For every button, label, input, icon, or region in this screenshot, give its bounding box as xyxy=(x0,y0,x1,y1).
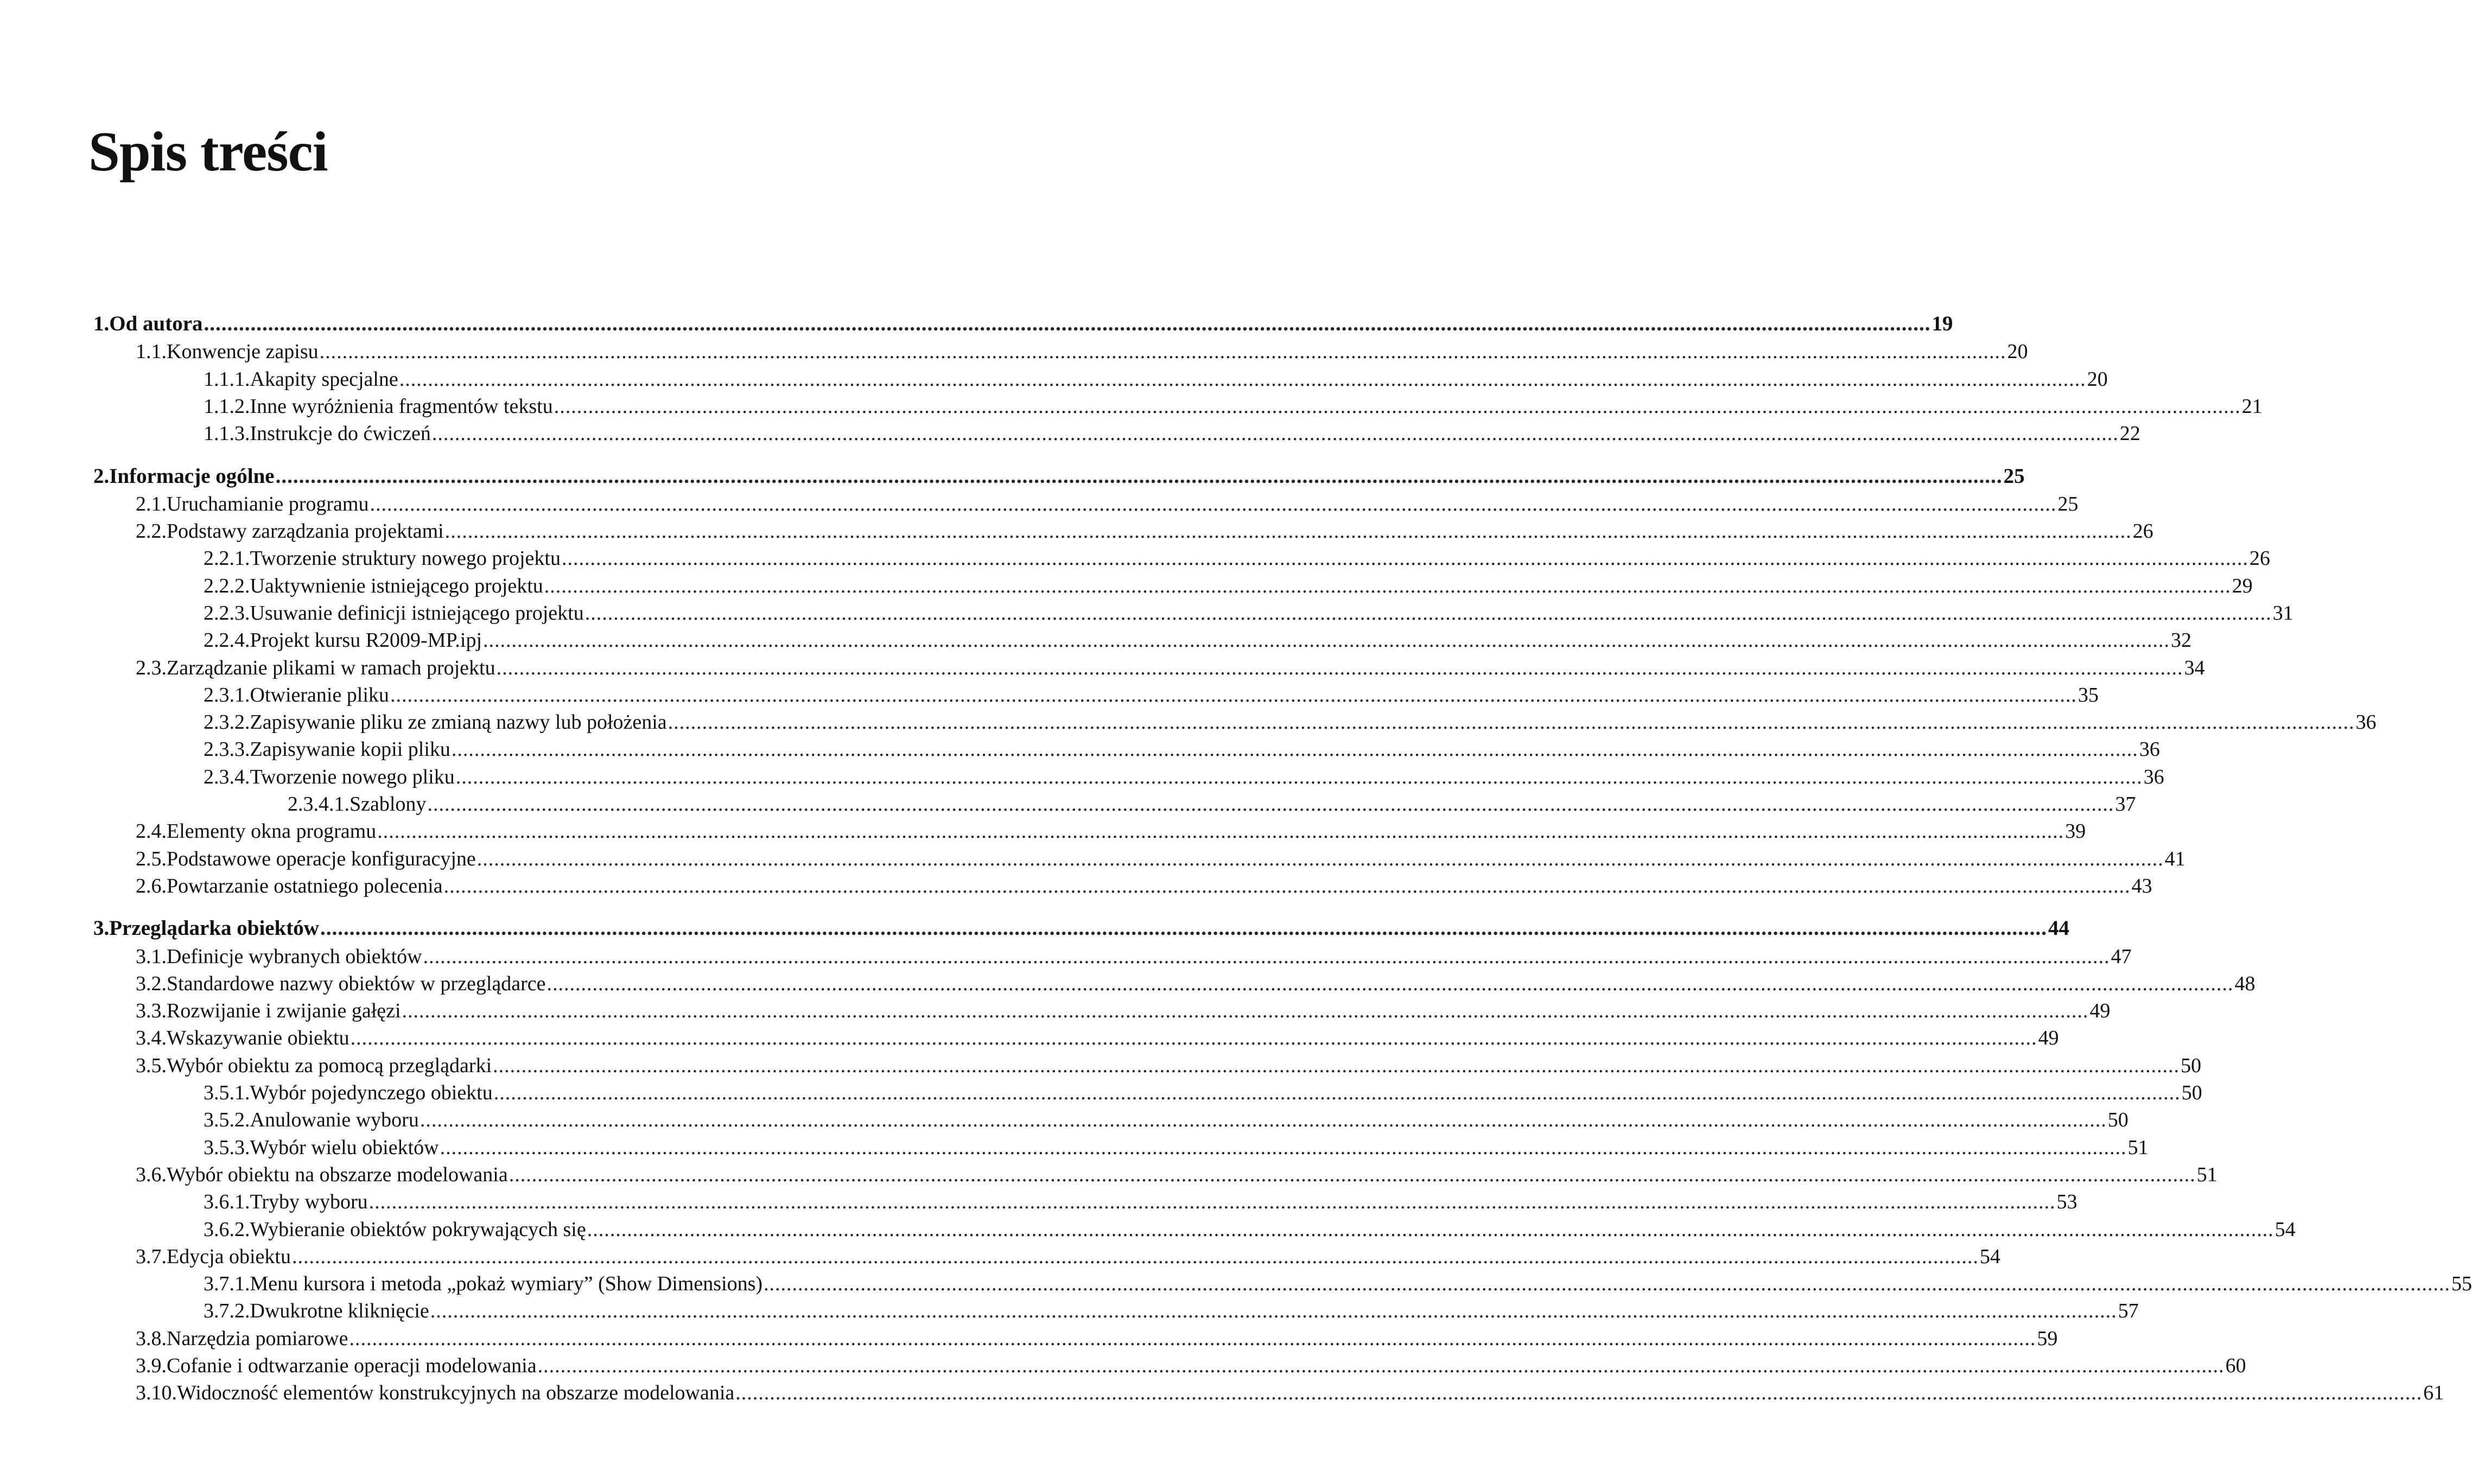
toc-entry-title: Od autora xyxy=(109,312,203,335)
toc-entry-number: 3.5.2. xyxy=(204,1109,250,1131)
toc-entry xyxy=(204,574,2253,601)
toc-entry xyxy=(136,1381,2444,1408)
toc-entry-number: 2.5. xyxy=(136,848,167,870)
toc-entry-number: 3.8. xyxy=(136,1327,167,1350)
dot-leader: ........................................................................................................................................................................................................................................................................................................ xyxy=(423,945,2110,968)
dot-leader: ........................................................................................................................................................................................................................................................................................................ xyxy=(204,312,1931,335)
toc-entry-title: Akapity specjalne xyxy=(250,368,398,391)
toc-entry-page-number: 43 xyxy=(2131,875,2152,897)
toc-entry-page-number: 54 xyxy=(1979,1245,2000,1268)
toc-entry xyxy=(136,1245,2000,1272)
toc-entry-page-number: 51 xyxy=(2127,1136,2149,1159)
toc-entry-title: Zapisywanie kopii pliku xyxy=(250,738,450,761)
toc-entry xyxy=(204,710,2376,737)
toc-entry-title: Zarządzanie plikami w ramach projektu xyxy=(167,657,495,679)
toc-entry-page-number: 51 xyxy=(2196,1163,2217,1186)
toc-entry-page-number: 59 xyxy=(2037,1327,2058,1350)
toc-entry-number: 2.2.1. xyxy=(204,547,250,570)
toc-entry-title: Tworzenie struktury nowego projektu xyxy=(250,547,561,570)
toc-chapter xyxy=(93,916,2069,943)
toc-entry-title: Uruchamianie programu xyxy=(167,493,369,515)
toc-entry-page-number: 29 xyxy=(2232,575,2253,597)
toc-chapter xyxy=(93,464,2025,491)
toc-entry-title: Wybór pojedynczego obiektu xyxy=(250,1081,493,1104)
toc-entry-page-number: 50 xyxy=(2181,1054,2202,1077)
dot-leader: ........................................................................................................................................................................................................................................................................................................ xyxy=(377,820,2064,843)
toc-entry-number: 3.7.1. xyxy=(204,1272,250,1295)
toc-entry-number: 2.2. xyxy=(136,520,167,543)
toc-entry-title: Wybieranie obiektów pokrywających się xyxy=(250,1218,586,1241)
toc-entry-page-number: 54 xyxy=(2274,1218,2296,1241)
dot-leader: ........................................................................................................................................................................................................................................................................................................ xyxy=(561,547,2248,570)
toc-entry-title: Widoczność elementów konstrukcyjnych na obszarze modelowania xyxy=(177,1381,735,1404)
toc-entry xyxy=(204,546,2270,574)
toc-entry-page-number: 41 xyxy=(2164,848,2185,870)
toc-entry-title: Uaktywnienie istniejącego projektu xyxy=(250,575,543,597)
dot-leader: ........................................................................................................................................................................................................................................................................................................ xyxy=(420,1109,2107,1131)
toc-entry xyxy=(204,601,2293,628)
toc-entry-title: Podstawy zarządzania projektami xyxy=(167,520,444,543)
toc-entry-page-number: 25 xyxy=(2057,493,2079,515)
dot-leader: ........................................................................................................................................................................................................................................................................................................ xyxy=(319,340,2006,363)
toc-entry xyxy=(204,1218,2296,1245)
toc-entry-title: Zapisywanie pliku ze zmianą nazwy lub położenia xyxy=(250,711,667,734)
toc-entry-title: Konwencje zapisu xyxy=(167,340,319,363)
toc-entry-title: Menu kursora i metoda „pokaż wymiary” (Show Dimensions) xyxy=(250,1272,763,1295)
toc-entry-number: 3.6.1. xyxy=(204,1190,250,1213)
dot-leader: ........................................................................................................................................................................................................................................................................................................ xyxy=(455,766,2143,788)
toc-entry-number: 3. xyxy=(93,916,110,940)
toc-entry-title: Informacje ogólne xyxy=(109,464,275,488)
toc-entry-number: 1.1. xyxy=(136,340,167,363)
toc-entry xyxy=(136,1054,2202,1081)
toc-entry xyxy=(136,819,2086,846)
toc-entry-page-number: 34 xyxy=(2184,657,2205,679)
toc-entry xyxy=(136,519,2153,546)
toc-entry-number: 2.2.4. xyxy=(204,629,250,652)
toc-entry-number: 2.3.2. xyxy=(204,711,250,734)
dot-leader: ........................................................................................................................................................................................................................................................................................................ xyxy=(443,875,2131,897)
dot-leader: ........................................................................................................................................................................................................................................................................................................ xyxy=(544,575,2231,597)
dot-leader: ........................................................................................................................................................................................................................................................................................................ xyxy=(370,493,2057,515)
toc-entry-title: Narzędzia pomiarowe xyxy=(167,1327,348,1350)
toc-entry-title: Projekt kursu R2009-MP.ipj xyxy=(250,629,482,652)
dot-leader: ........................................................................................................................................................................................................................................................................................................ xyxy=(444,520,2132,543)
toc-entry-number: 1.1.3. xyxy=(204,422,250,445)
toc-entry-page-number: 50 xyxy=(2107,1109,2128,1131)
dot-leader: ........................................................................................................................................................................................................................................................................................................ xyxy=(546,972,2234,995)
toc-entry xyxy=(136,999,2111,1026)
dot-leader: ........................................................................................................................................................................................................................................................................................................ xyxy=(493,1054,2180,1077)
toc-entry-title: Rozwijanie i zwijanie gałęzi xyxy=(167,999,401,1022)
toc-entry-page-number: 32 xyxy=(2171,629,2192,652)
toc-entry-page-number: 35 xyxy=(2077,684,2099,706)
toc-entry xyxy=(136,1354,2246,1381)
dot-leader: ........................................................................................................................................................................................................................................................................................................ xyxy=(537,1354,2225,1377)
dot-leader: ........................................................................................................................................................................................................................................................................................................ xyxy=(587,1218,2274,1241)
dot-leader: ........................................................................................................................................................................................................................................................................................................ xyxy=(399,368,2086,391)
toc-entry-number: 3.9. xyxy=(136,1354,167,1377)
toc-entry-title: Definicje wybranych obiektów xyxy=(167,945,422,968)
toc-entry xyxy=(204,1136,2149,1163)
toc-entry-number: 3.2. xyxy=(136,972,167,995)
toc-entry-page-number: 37 xyxy=(2115,793,2136,816)
dot-leader: ........................................................................................................................................................................................................................................................................................................ xyxy=(390,684,2077,706)
toc-entry-number: 2.2.2. xyxy=(204,575,250,597)
dot-leader: ........................................................................................................................................................................................................................................................................................................ xyxy=(584,602,2272,625)
toc-entry-number: 1. xyxy=(93,312,110,335)
toc-entry-number: 3.5.1. xyxy=(204,1081,250,1104)
toc-entry-number: 1.1.2. xyxy=(204,395,250,418)
toc-entry-number: 3.7.2. xyxy=(204,1300,250,1322)
toc-entry xyxy=(204,1081,2202,1108)
toc-entry-number: 2. xyxy=(93,464,110,488)
toc-entry-page-number: 55 xyxy=(2451,1272,2472,1295)
toc-entry xyxy=(204,394,2263,422)
toc-chapter xyxy=(93,311,1953,339)
toc-entry xyxy=(204,1190,2077,1217)
toc-entry xyxy=(204,367,2108,394)
toc-entry-page-number: 44 xyxy=(2048,916,2069,940)
toc-entry-title: Wybór obiektu na obszarze modelowania xyxy=(167,1163,508,1186)
toc-entry-number: 3.7. xyxy=(136,1245,167,1268)
toc-entry-page-number: 36 xyxy=(2355,711,2376,734)
toc-entry-title: Wskazywanie obiektu xyxy=(167,1027,349,1049)
toc-entry-title: Szablony xyxy=(349,793,427,816)
toc-entry-number: 3.5.3. xyxy=(204,1136,250,1159)
toc-entry xyxy=(288,792,2136,819)
toc-entry xyxy=(204,1299,2139,1326)
dot-leader: ........................................................................................................................................................................................................................................................................................................ xyxy=(350,1027,2037,1049)
toc-entry-page-number: 31 xyxy=(2272,602,2293,625)
toc-entry-page-number: 57 xyxy=(2118,1300,2139,1322)
dot-leader: ........................................................................................................................................................................................................................................................................................................ xyxy=(275,464,2003,488)
toc-entry-number: 2.1. xyxy=(136,493,167,515)
toc-entry xyxy=(136,1163,2217,1190)
toc-entry-title: Edycja obiektu xyxy=(167,1245,291,1268)
toc-entry xyxy=(136,847,2185,874)
dot-leader: ........................................................................................................................................................................................................................................................................................................ xyxy=(320,916,2047,940)
toc-entry-number: 3.6. xyxy=(136,1163,167,1186)
dot-leader: ........................................................................................................................................................................................................................................................................................................ xyxy=(493,1081,2181,1104)
toc-entry-number: 3.6.2. xyxy=(204,1218,250,1241)
dot-leader: ........................................................................................................................................................................................................................................................................................................ xyxy=(554,395,2241,418)
toc-entry-page-number: 61 xyxy=(2423,1381,2444,1404)
toc-entry-number: 2.6. xyxy=(136,875,167,897)
toc-entry-number: 2.3.3. xyxy=(204,738,250,761)
toc-entry xyxy=(204,1108,2128,1135)
toc-entry-page-number: 60 xyxy=(2225,1354,2246,1377)
toc-entry xyxy=(204,422,2140,449)
toc-entry xyxy=(204,737,2160,765)
toc-entry-title: Inne wyróżnienia fragmentów tekstu xyxy=(250,395,553,418)
toc-entry-title: Instrukcje do ćwiczeń xyxy=(250,422,431,445)
dot-leader: ........................................................................................................................................................................................................................................................................................................ xyxy=(668,711,2355,734)
toc-entry-number: 2.2.3. xyxy=(204,602,250,625)
dot-leader: ........................................................................................................................................................................................................................................................................................................ xyxy=(735,1381,2423,1404)
toc-entry-page-number: 26 xyxy=(2132,520,2153,543)
dot-leader: ........................................................................................................................................................................................................................................................................................................ xyxy=(431,422,2119,445)
toc-entry-page-number: 20 xyxy=(2007,340,2028,363)
dot-leader: ........................................................................................................................................................................................................................................................................................................ xyxy=(349,1327,2036,1350)
toc-entry-title: Tryby wyboru xyxy=(250,1190,368,1213)
toc-entry-page-number: 26 xyxy=(2249,547,2270,570)
toc-entry xyxy=(136,874,2152,901)
toc-entry-title: Anulowanie wyboru xyxy=(250,1109,419,1131)
toc-entry-number: 3.5. xyxy=(136,1054,167,1077)
dot-leader: ........................................................................................................................................................................................................................................................................................................ xyxy=(427,793,2114,816)
toc-entry xyxy=(136,945,2132,972)
toc-entry-page-number: 48 xyxy=(2234,972,2255,995)
dot-leader: ........................................................................................................................................................................................................................................................................................................ xyxy=(402,999,2089,1022)
toc-entry-page-number: 39 xyxy=(2065,820,2086,843)
dot-leader: ........................................................................................................................................................................................................................................................................................................ xyxy=(764,1272,2451,1295)
toc-entry-number: 3.10. xyxy=(136,1381,177,1404)
dot-leader: ........................................................................................................................................................................................................................................................................................................ xyxy=(496,657,2183,679)
toc-entry-title: Powtarzanie ostatniego polecenia xyxy=(167,875,443,897)
toc-entry-title: Podstawowe operacje konfiguracyjne xyxy=(167,848,476,870)
toc-entry-number: 2.3.4. xyxy=(204,766,250,788)
toc-entry-page-number: 19 xyxy=(1931,312,1953,335)
dot-leader: ........................................................................................................................................................................................................................................................................................................ xyxy=(483,629,2170,652)
dot-leader: ........................................................................................................................................................................................................................................................................................................ xyxy=(440,1136,2127,1159)
toc-entry-page-number: 20 xyxy=(2087,368,2108,391)
toc-entry-title: Usuwanie definicji istniejącego projektu xyxy=(250,602,584,625)
toc-entry xyxy=(204,683,2099,710)
toc-entry-number: 3.4. xyxy=(136,1027,167,1049)
toc-entry xyxy=(136,340,2028,367)
toc-entry-page-number: 49 xyxy=(2038,1027,2059,1049)
toc-entry-title: Wybór obiektu za pomocą przeglądarki xyxy=(167,1054,492,1077)
toc-entry-title: Przeglądarka obiektów xyxy=(109,916,319,940)
page-title: Spis treści xyxy=(88,120,328,183)
toc-entry-number: 3.3. xyxy=(136,999,167,1022)
dot-leader: ........................................................................................................................................................................................................................................................................................................ xyxy=(476,848,2164,870)
toc-entry xyxy=(136,1327,2058,1354)
toc-entry-title: Elementy okna programu xyxy=(167,820,377,843)
toc-entry-number: 3.1. xyxy=(136,945,167,968)
toc-entry xyxy=(136,1026,2059,1053)
toc-entry-page-number: 50 xyxy=(2181,1081,2202,1104)
toc-entry-title: Dwukrotne kliknięcie xyxy=(250,1300,429,1322)
dot-leader: ........................................................................................................................................................................................................................................................................................................ xyxy=(509,1163,2196,1186)
toc-entry-title: Cofanie i odtwarzanie operacji modelowania xyxy=(167,1354,537,1377)
toc-entry-page-number: 53 xyxy=(2056,1190,2077,1213)
toc-entry xyxy=(136,656,2205,683)
toc-entry-number: 2.3.4.1. xyxy=(288,793,349,816)
toc-entry-title: Tworzenie nowego pliku xyxy=(250,766,455,788)
toc-entry-number: 2.4. xyxy=(136,820,167,843)
toc-entry-number: 1.1.1. xyxy=(204,368,250,391)
dot-leader: ........................................................................................................................................................................................................................................................................................................ xyxy=(430,1300,2117,1322)
dot-leader: ........................................................................................................................................................................................................................................................................................................ xyxy=(291,1245,1979,1268)
toc-entry-page-number: 25 xyxy=(2003,464,2025,488)
dot-leader: ........................................................................................................................................................................................................................................................................................................ xyxy=(451,738,2138,761)
toc-entry-title: Standardowe nazwy obiektów w przeglądarce xyxy=(167,972,546,995)
toc-entry-number: 2.3. xyxy=(136,657,167,679)
toc-entry-page-number: 36 xyxy=(2139,738,2160,761)
toc-entry xyxy=(136,972,2255,999)
toc-entry xyxy=(204,628,2192,655)
toc-entry-number: 2.3.1. xyxy=(204,684,250,706)
toc-entry-title: Otwieranie pliku xyxy=(250,684,389,706)
toc-entry-page-number: 22 xyxy=(2119,422,2140,445)
toc-entry-page-number: 36 xyxy=(2143,766,2164,788)
toc-entry xyxy=(136,492,2079,519)
toc-entry xyxy=(204,765,2164,792)
dot-leader: ........................................................................................................................................................................................................................................................................................................ xyxy=(368,1190,2056,1213)
toc-entry xyxy=(204,1272,2472,1299)
toc-entry-page-number: 21 xyxy=(2241,395,2263,418)
toc-entry-page-number: 49 xyxy=(2089,999,2111,1022)
toc-entry-page-number: 47 xyxy=(2111,945,2132,968)
toc-entry-title: Wybór wielu obiektów xyxy=(250,1136,439,1159)
